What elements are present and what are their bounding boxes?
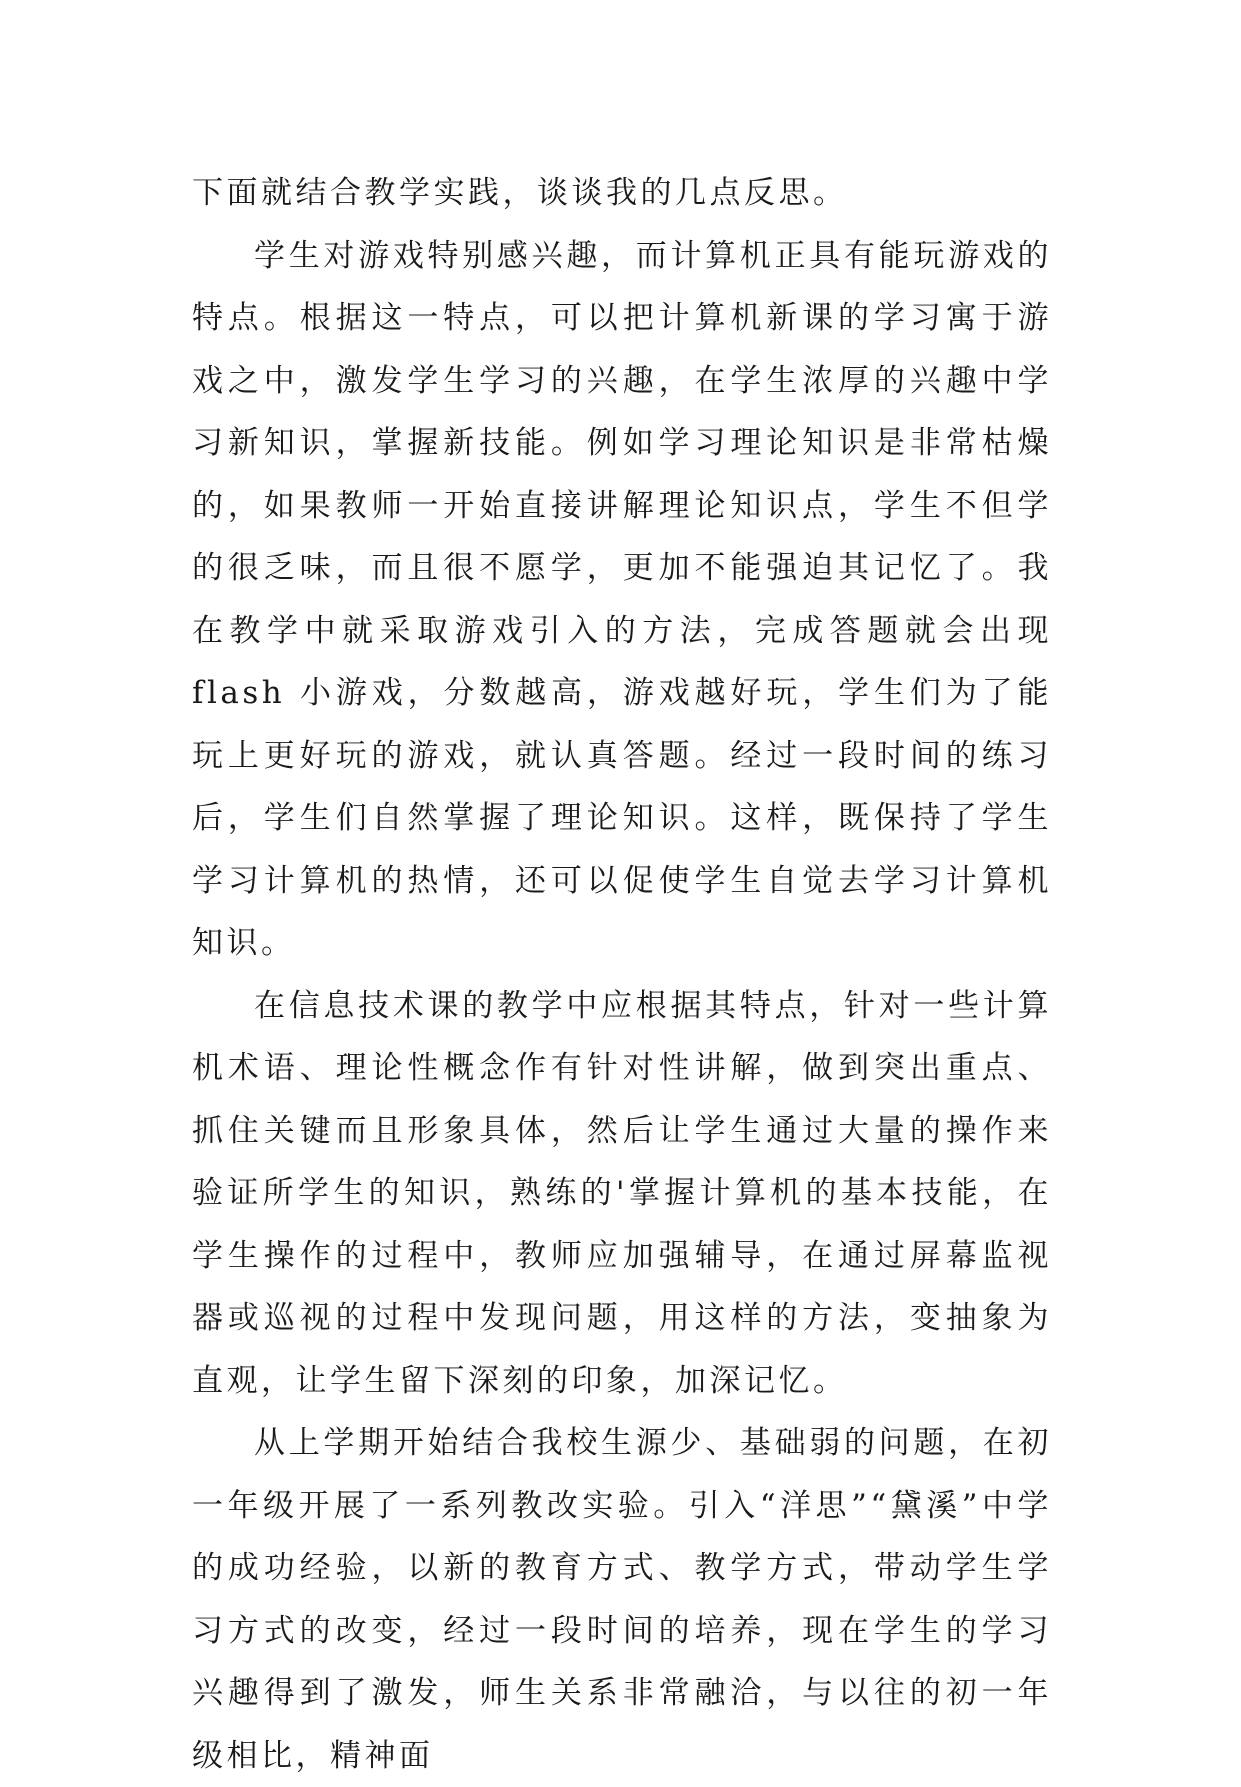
paragraph-2: 学生对游戏特别感兴趣，而计算机正具有能玩游戏的特点。根据这一特点，可以把计算机新课的学习寓于游戏之中，激发学生学习的兴趣，在学生浓厚的兴趣中学习新知识，掌握新技能。例如学习理论知识是非常枯燥的，如果教师一开始直接讲解理论知识点，学生不但学的很乏味，而且很不愿学，更加不能强迫其记忆了。我在教学中就采取游戏引入的方法，完成答题就会出现 flash 小游戏，分数越高，游戏越好玩，学生们为了能玩上更好玩的游戏，就认真答题。经过一段时间的练习后，学生们自然掌握了理论知识。这样，既保持了学生学习计算机的热情，还可以促使学生自觉去学习计算机知识。 [192, 237, 1052, 961]
paragraph-4: 从上学期开始结合我校生源少、基础弱的问题，在初一年级开展了一系列教改实验。引入“洋思”“黛溪”中学的成功经验，以新的教育方式、教学方式，带动学生学习方式的改变，经过一段时间的培养，现在学生的学习兴趣得到了激发，师生关系非常融洽，与以往的初一年级相比，精神面 [192, 1425, 1052, 1774]
document-body [192, 162, 1052, 1787]
paragraph-1: 下面就结合教学实践，谈谈我的几点反思。 [192, 175, 848, 211]
paragraph-3: 在信息技术课的教学中应根据其特点，针对一些计算机术语、理论性概念作有针对性讲解，做到突出重点、抓住关键而且形象具体，然后让学生通过大量的操作来验证所学生的知识，熟练的'掌握计算机的基本技能，在学生操作的过程中，教师应加强辅导，在通过屏幕监视器或巡视的过程中发现问题，用这样的方法，变抽象为直观，让学生留下深刻的印象，加深记忆。 [192, 987, 1052, 1399]
